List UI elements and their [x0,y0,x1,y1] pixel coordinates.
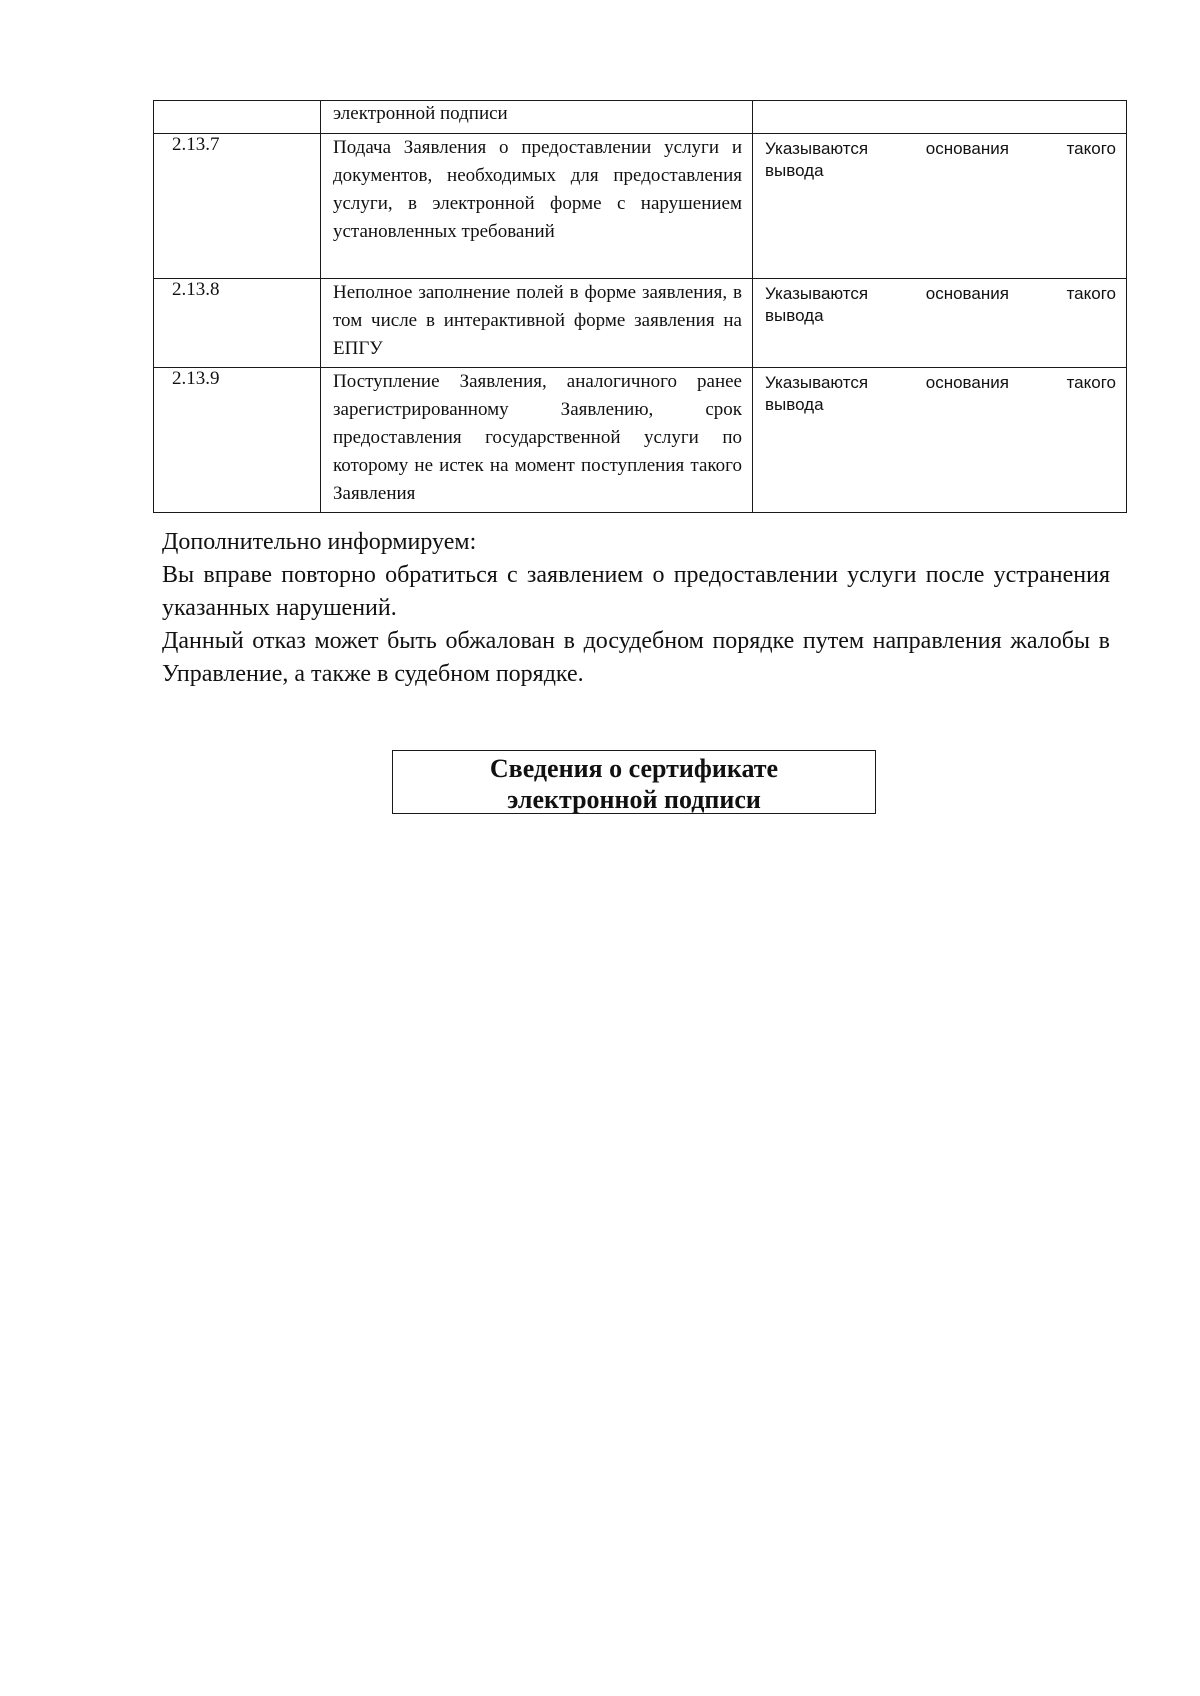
row-number: 2.13.9 [154,368,321,513]
reason-word: такого [1066,284,1116,303]
additional-info [162,526,1110,691]
row-reason [753,368,1127,513]
reason-word: Указываются [765,284,869,303]
notes-paragraph-appeal: Данный отказ может быть обжалован в досудебном порядке путем направления жалобы в Управление, а также в судебном порядке. [162,628,1110,687]
certificate-title-line1: Сведения о сертификате [489,754,779,783]
grounds-table [153,100,1127,513]
row-reason [753,279,1127,368]
table-row [154,101,1127,134]
row-description: Подача Заявления о предоставлении услуги и документов, необходимых для предоставления услуги, в электронной форме с нарушением установленных требований [321,134,753,279]
reason-last-line: вывода [765,395,824,414]
certificate-title-line2: электронной подписи [507,785,761,814]
table-row [154,368,1127,513]
notes-heading: Дополнительно информируем: [162,529,477,555]
row-number: 2.13.7 [154,134,321,279]
row-reason [753,101,1127,134]
row-description: Поступление Заявления, аналогичного ранее зарегистрированному Заявлению, срок предоставления государственной услуги по которому не истек на момент поступления такого Заявления [321,368,753,513]
row-number: 2.13.8 [154,279,321,368]
notes-paragraph-reapply: Вы вправе повторно обратиться с заявлением о предоставлении услуги после устранения указанных нарушений. [162,562,1110,621]
reason-word: основания [925,373,1009,392]
table-row [154,279,1127,368]
reason-word: Указываются [765,139,869,158]
table-row [154,134,1127,279]
reason-word: основания [925,139,1009,158]
reason-last-line: вывода [765,306,824,325]
reason-word: такого [1066,139,1116,158]
reason-word: Указываются [765,373,869,392]
reason-last-line: вывода [765,161,824,180]
row-description: электронной подписи [321,101,753,134]
certificate-info-box [392,750,876,814]
row-reason [753,134,1127,279]
reason-word: основания [925,284,1009,303]
row-number [154,101,321,134]
reason-first-line [765,372,1116,394]
row-description: Неполное заполнение полей в форме заявления, в том числе в интерактивной форме заявления на ЕПГУ [321,279,753,368]
reason-first-line [765,138,1116,160]
reason-word: такого [1066,373,1116,392]
reason-first-line [765,283,1116,305]
